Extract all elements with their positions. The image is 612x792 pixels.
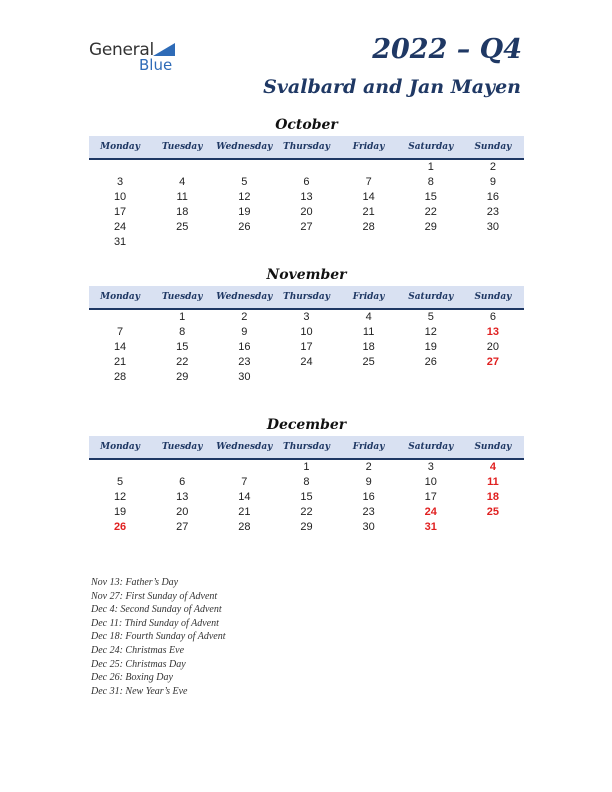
empty-day-cell [462, 520, 524, 535]
day-cell: 5 [427, 311, 434, 323]
day-cell: 6 [179, 476, 186, 488]
day-cell: 5 [117, 476, 124, 488]
day-cell: 6 [489, 311, 496, 323]
weekday-label: Tuesday [161, 292, 203, 302]
empty-day-cell [213, 160, 275, 175]
day-cell: 20 [176, 506, 189, 518]
holiday-notes [91, 576, 226, 698]
day-cell: 23 [238, 356, 251, 368]
empty-day-cell [462, 235, 524, 250]
day-cell: 3 [427, 461, 434, 473]
day-cell: 2 [365, 461, 372, 473]
week-row [89, 355, 524, 370]
empty-day-cell [151, 160, 213, 175]
day-cell: 30 [238, 371, 251, 383]
weekday-label: Saturday [408, 292, 454, 302]
weekday-label: Wednesday [216, 442, 273, 452]
weekday-label: Friday [352, 292, 385, 302]
weekday-label: Sunday [474, 142, 512, 152]
empty-day-cell [275, 370, 337, 385]
day-cell: 22 [424, 206, 437, 218]
day-cell: 13 [486, 326, 500, 338]
month-name: November [266, 267, 347, 283]
weekday-label: Monday [100, 442, 140, 452]
day-cell: 24 [424, 506, 437, 518]
weekday-label: Friday [352, 442, 385, 452]
day-cell: 26 [238, 221, 251, 233]
day-cell: 26 [113, 521, 127, 533]
empty-day-cell [275, 160, 337, 175]
empty-day-cell [462, 370, 524, 385]
empty-day-cell [400, 370, 462, 385]
weekday-label: Thursday [283, 292, 330, 302]
logo-triangle-icon [153, 43, 175, 56]
day-cell: 11 [362, 326, 375, 338]
day-cell: 10 [300, 326, 313, 338]
day-cell: 16 [362, 491, 375, 503]
empty-day-cell [400, 235, 462, 250]
weekday-label: Saturday [408, 142, 454, 152]
day-cell: 6 [303, 176, 310, 188]
weekday-label: Wednesday [216, 142, 273, 152]
day-cell: 18 [176, 206, 189, 218]
empty-day-cell [151, 235, 213, 250]
day-cell: 16 [238, 341, 251, 353]
empty-day-cell [338, 370, 400, 385]
holiday-note: Dec 11: Third Sunday of Advent [91, 617, 219, 629]
day-cell: 14 [362, 191, 375, 203]
weekday-label: Thursday [283, 442, 330, 452]
month-november [89, 266, 524, 385]
day-cell: 1 [303, 461, 310, 473]
week-row [89, 310, 524, 325]
holiday-note: Dec 25: Christmas Day [91, 658, 186, 670]
week-row [89, 220, 524, 235]
day-cell: 7 [365, 176, 372, 188]
day-cell: 1 [179, 311, 186, 323]
day-cell: 31 [424, 521, 437, 533]
day-cell: 11 [487, 476, 499, 488]
day-cell: 9 [365, 476, 372, 488]
day-cell: 19 [113, 506, 127, 518]
empty-day-cell [89, 160, 151, 175]
month-october [89, 116, 524, 250]
weekday-header [89, 136, 524, 160]
day-cell: 8 [427, 176, 434, 188]
day-cell: 30 [362, 521, 375, 533]
day-cell: 24 [113, 221, 127, 233]
weekday-label: Tuesday [161, 142, 203, 152]
day-cell: 20 [486, 341, 500, 353]
holiday-note: Dec 4: Second Sunday of Advent [91, 604, 222, 616]
logo-general-text: General [89, 40, 154, 60]
day-cell: 2 [241, 311, 248, 323]
day-cell: 31 [113, 236, 127, 248]
day-cell: 15 [300, 491, 313, 503]
day-cell: 24 [300, 356, 313, 368]
day-cell: 28 [238, 521, 251, 533]
week-row [89, 520, 524, 535]
day-cell: 10 [113, 191, 127, 203]
holiday-note: Nov 13: Father’s Day [91, 577, 179, 588]
weekday-label: Monday [100, 142, 140, 152]
week-row [89, 190, 524, 205]
weekday-label: Thursday [283, 142, 330, 152]
day-cell: 5 [241, 176, 248, 188]
day-cell: 23 [486, 206, 500, 218]
weekday-label: Monday [100, 292, 140, 302]
week-row [89, 235, 524, 250]
week-row [89, 160, 524, 175]
empty-day-cell [213, 235, 275, 250]
day-cell: 7 [241, 476, 248, 488]
day-cell: 4 [489, 461, 496, 473]
page-subtitle: Svalbard and Jan Mayen [263, 76, 521, 98]
day-cell: 1 [427, 161, 434, 173]
weekday-label: Sunday [474, 442, 512, 452]
month-name: December [266, 417, 347, 433]
day-cell: 17 [424, 491, 437, 503]
weekday-label: Sunday [474, 292, 512, 302]
empty-day-cell [89, 310, 151, 325]
holiday-note: Nov 27: First Sunday of Advent [91, 590, 218, 602]
week-row [89, 370, 524, 385]
day-cell: 18 [486, 491, 500, 503]
day-cell: 15 [176, 341, 189, 353]
empty-day-cell [89, 460, 151, 475]
day-cell: 9 [241, 326, 248, 338]
holiday-note: Dec 18: Fourth Sunday of Advent [91, 631, 226, 643]
holiday-note: Dec 24: Christmas Eve [91, 644, 185, 656]
week-row [89, 325, 524, 340]
day-cell: 19 [238, 206, 251, 218]
holiday-note: Dec 26: Boxing Day [91, 672, 173, 684]
day-cell: 3 [117, 176, 124, 188]
week-row [89, 475, 524, 490]
day-cell: 7 [117, 326, 124, 338]
weekday-label: Friday [352, 142, 385, 152]
empty-day-cell [338, 160, 400, 175]
day-cell: 29 [176, 371, 189, 383]
day-cell: 27 [486, 356, 500, 368]
day-cell: 8 [179, 326, 186, 338]
week-row [89, 175, 524, 190]
day-cell: 27 [300, 221, 313, 233]
day-cell: 3 [303, 311, 310, 323]
day-cell: 23 [362, 506, 375, 518]
week-row [89, 505, 524, 520]
day-cell: 28 [113, 371, 127, 383]
day-cell: 10 [424, 476, 437, 488]
weekday-label: Wednesday [216, 292, 273, 302]
day-cell: 18 [362, 341, 375, 353]
day-cell: 19 [424, 341, 437, 353]
page-title: 2022 – Q4 [372, 34, 522, 65]
month-december [89, 416, 524, 535]
day-cell: 17 [113, 206, 127, 218]
week-row [89, 340, 524, 355]
day-cell: 17 [300, 341, 313, 353]
day-cell: 22 [176, 356, 189, 368]
logo-blue-text: Blue [139, 56, 173, 74]
day-cell: 25 [176, 221, 189, 233]
day-cell: 13 [300, 191, 313, 203]
day-cell: 29 [424, 221, 437, 233]
empty-day-cell [151, 460, 213, 475]
month-name: October [275, 117, 338, 133]
day-cell: 14 [113, 341, 127, 353]
day-cell: 12 [113, 491, 127, 503]
day-cell: 4 [179, 176, 186, 188]
day-cell: 12 [424, 326, 437, 338]
week-row [89, 460, 524, 475]
day-cell: 4 [365, 311, 372, 323]
day-cell: 21 [113, 356, 127, 368]
day-cell: 21 [362, 206, 375, 218]
day-cell: 14 [238, 491, 251, 503]
day-cell: 12 [238, 191, 251, 203]
day-cell: 26 [424, 356, 437, 368]
logo [89, 40, 189, 76]
weekday-label: Tuesday [161, 442, 203, 452]
day-cell: 30 [486, 221, 500, 233]
day-cell: 28 [362, 221, 375, 233]
week-row [89, 490, 524, 505]
empty-day-cell [338, 235, 400, 250]
weekday-header [89, 436, 524, 460]
day-cell: 11 [176, 191, 188, 203]
day-cell: 25 [362, 356, 375, 368]
week-row [89, 205, 524, 220]
empty-day-cell [275, 235, 337, 250]
weekday-label: Saturday [408, 442, 454, 452]
day-cell: 2 [489, 161, 496, 173]
day-cell: 22 [300, 506, 313, 518]
day-cell: 13 [176, 491, 189, 503]
holiday-note: Dec 31: New Year’s Eve [91, 685, 188, 697]
day-cell: 8 [303, 476, 310, 488]
day-cell: 20 [300, 206, 313, 218]
day-cell: 16 [486, 191, 500, 203]
day-cell: 25 [486, 506, 500, 518]
empty-day-cell [213, 460, 275, 475]
weekday-header [89, 286, 524, 310]
day-cell: 29 [300, 521, 313, 533]
day-cell: 9 [489, 176, 496, 188]
day-cell: 21 [238, 506, 251, 518]
day-cell: 15 [424, 191, 437, 203]
day-cell: 27 [176, 521, 189, 533]
